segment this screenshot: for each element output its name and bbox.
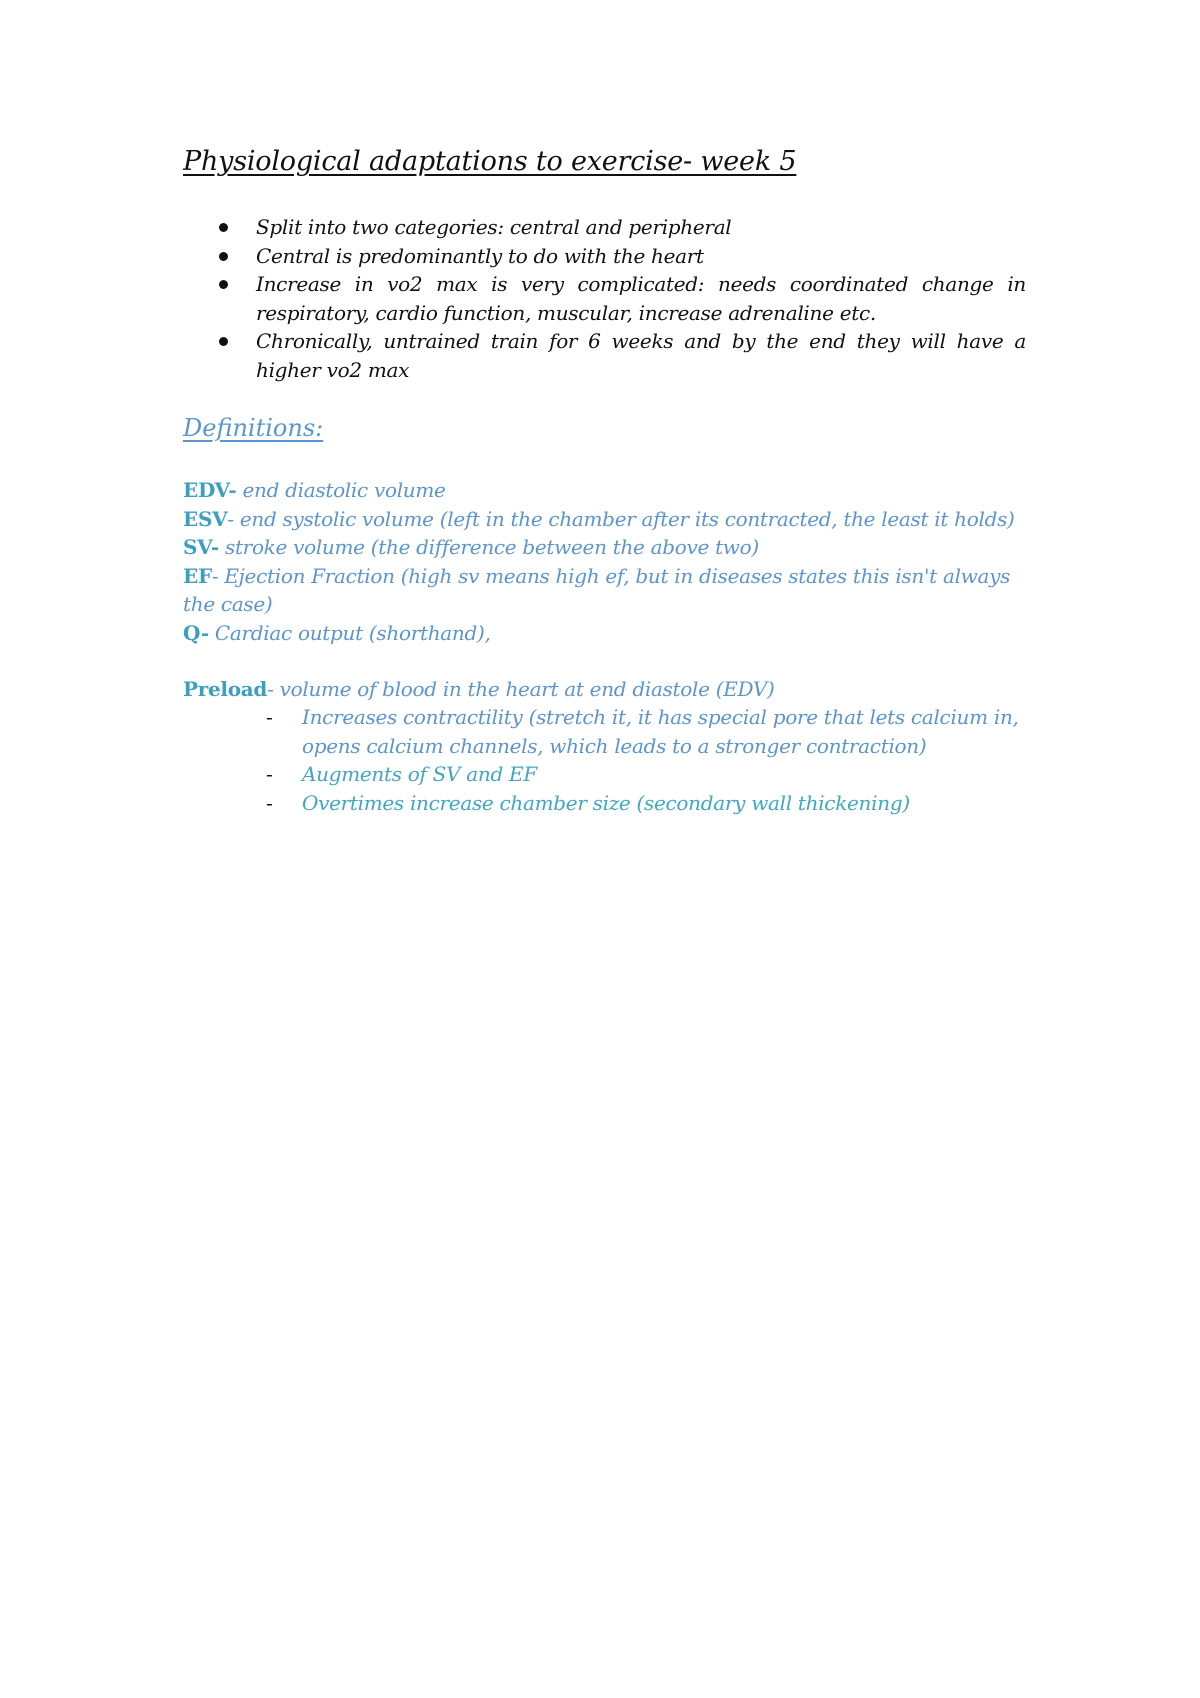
preload-definition bbox=[183, 675, 1028, 704]
point-text: Augments of SV and EF bbox=[302, 762, 537, 786]
definition-term: SV- bbox=[183, 535, 219, 559]
definition-item bbox=[183, 562, 1028, 619]
definitions-heading: Definitions: bbox=[183, 414, 324, 442]
dash-icon: - bbox=[266, 762, 273, 786]
bullet-icon bbox=[219, 252, 228, 261]
point-text: Overtimes increase chamber size (secondary wall thickening) bbox=[302, 790, 910, 815]
definition-item bbox=[183, 533, 1028, 562]
page-title: Physiological adaptations to exercise- week 5 bbox=[183, 146, 797, 177]
definition-text: - Ejection Fraction (high sv means high ef, but in diseases states this isn't always the case) bbox=[183, 563, 1011, 616]
list-item bbox=[256, 242, 1026, 271]
bullet-text: Central is predominantly to do with the heart bbox=[256, 243, 704, 268]
definition-term: Preload bbox=[183, 677, 268, 701]
definition-text: Cardiac output (shorthand), bbox=[208, 620, 491, 645]
definitions-list bbox=[183, 476, 1028, 647]
intro-bullet-list bbox=[256, 213, 1026, 384]
dash-icon: - bbox=[266, 705, 273, 729]
list-item bbox=[266, 760, 1022, 789]
definition-item bbox=[183, 505, 1028, 534]
definition-term: ESV bbox=[183, 506, 228, 531]
bullet-icon bbox=[219, 337, 228, 346]
bullet-icon bbox=[219, 280, 228, 289]
definition-text: end diastolic volume bbox=[236, 478, 446, 502]
definition-text: - volume of blood in the heart at end diastole (EDV) bbox=[267, 677, 775, 701]
bullet-text: Chronically, untrained train for 6 weeks and by the end they will have a higher vo2 max bbox=[256, 329, 1026, 382]
bullet-icon bbox=[219, 223, 228, 232]
definition-item bbox=[183, 675, 1028, 704]
bullet-text: Increase in vo2 max is very complicated: needs coordinated change in respiratory, cardio function, muscular, increase adrenaline etc. bbox=[256, 272, 1026, 325]
dash-icon: - bbox=[266, 790, 273, 815]
list-item bbox=[256, 213, 1026, 242]
definition-text: stroke volume (the difference between the above two) bbox=[218, 535, 759, 559]
list-item bbox=[256, 270, 1026, 327]
definition-term: EF bbox=[183, 563, 212, 588]
definition-text: - end systolic volume (left in the chamber after its contracted, the least it holds) bbox=[227, 506, 1015, 531]
definition-term: Q- bbox=[183, 620, 209, 645]
list-item bbox=[256, 327, 1026, 384]
point-text: Increases contractility (stretch it, it has special pore that lets calcium in, opens calcium channels, which leads to a stronger contraction) bbox=[302, 705, 1019, 758]
bullet-text: Split into two categories: central and peripheral bbox=[256, 215, 732, 239]
list-item bbox=[266, 789, 1022, 818]
definition-item bbox=[183, 619, 1028, 648]
preload-points-list bbox=[266, 703, 1022, 817]
definition-item bbox=[183, 476, 1028, 505]
definition-term: EDV- bbox=[183, 478, 237, 502]
list-item bbox=[266, 703, 1022, 760]
